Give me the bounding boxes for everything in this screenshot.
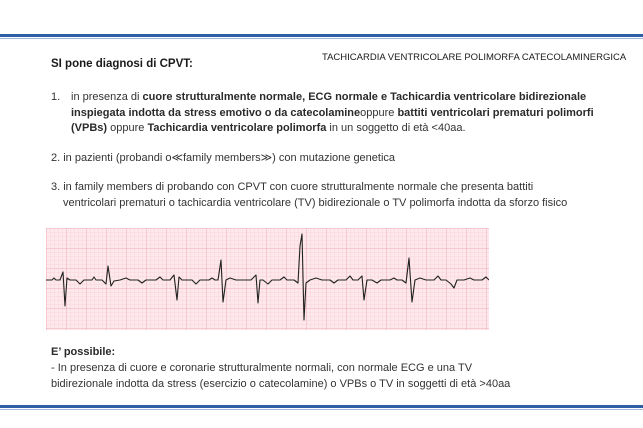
top-accent-bar bbox=[0, 34, 643, 37]
bottom-accent-line bbox=[0, 409, 643, 410]
ecg-strip-image bbox=[46, 228, 489, 330]
criterion-1-text-a: in presenza di bbox=[71, 91, 143, 103]
criterion-1-bold-b: battiti ventricolari prematuri polimorfi (VPBs) bbox=[71, 106, 594, 134]
slide-subtitle: TACHICARDIA VENTRICOLARE POLIMORFA CATECOLAMINERGICA bbox=[322, 52, 627, 63]
criterion-1-text-b: oppure bbox=[360, 106, 398, 119]
criterion-1-bold-c: Tachicardia ventricolare polimorfa bbox=[147, 122, 327, 134]
criterion-1 bbox=[51, 90, 631, 137]
possible-line-2: bidirezionale indotta da stress (esercizio o catecolamine) o VPBs o TV in soggetti di età >40aa bbox=[51, 377, 511, 390]
criterion-2: 2. in pazienti (probandi o≪family members≫) con mutazione genetica bbox=[51, 152, 396, 164]
criterion-1-number: 1. bbox=[51, 91, 61, 103]
possible-text bbox=[51, 361, 641, 392]
criterion-1-text-c: oppure bbox=[107, 122, 148, 134]
criterion-1-bold-a: cuore strutturalmente normale, ECG normale e Tachicardia ventricolare bidirezionale inspiegata indotta da stress emotivo o da catecolamine bbox=[71, 91, 587, 119]
possible-heading: E’ possibile: bbox=[51, 346, 116, 358]
bottom-accent-bar bbox=[0, 405, 643, 408]
criterion-1-text-d: in un soggetto di età <40aa. bbox=[326, 122, 466, 134]
criterion-3 bbox=[51, 180, 641, 211]
slide-title: SI pone diagnosi di CPVT: bbox=[51, 58, 193, 70]
possible-line-1: - In presenza di cuore e coronarie strutturalmente normali, con normale ECG e una TV bbox=[51, 362, 473, 374]
criterion-3-line-2: ventricolari prematuri o tachicardia ventricolare (TV) bidirezionale o TV polimorfa indotta da sforzo fisico bbox=[63, 196, 568, 209]
top-accent-line bbox=[0, 38, 643, 39]
criterion-3-line-1: 3. in family members di probando con CPVT con cuore strutturalmente normale che presenta battiti bbox=[51, 181, 534, 193]
